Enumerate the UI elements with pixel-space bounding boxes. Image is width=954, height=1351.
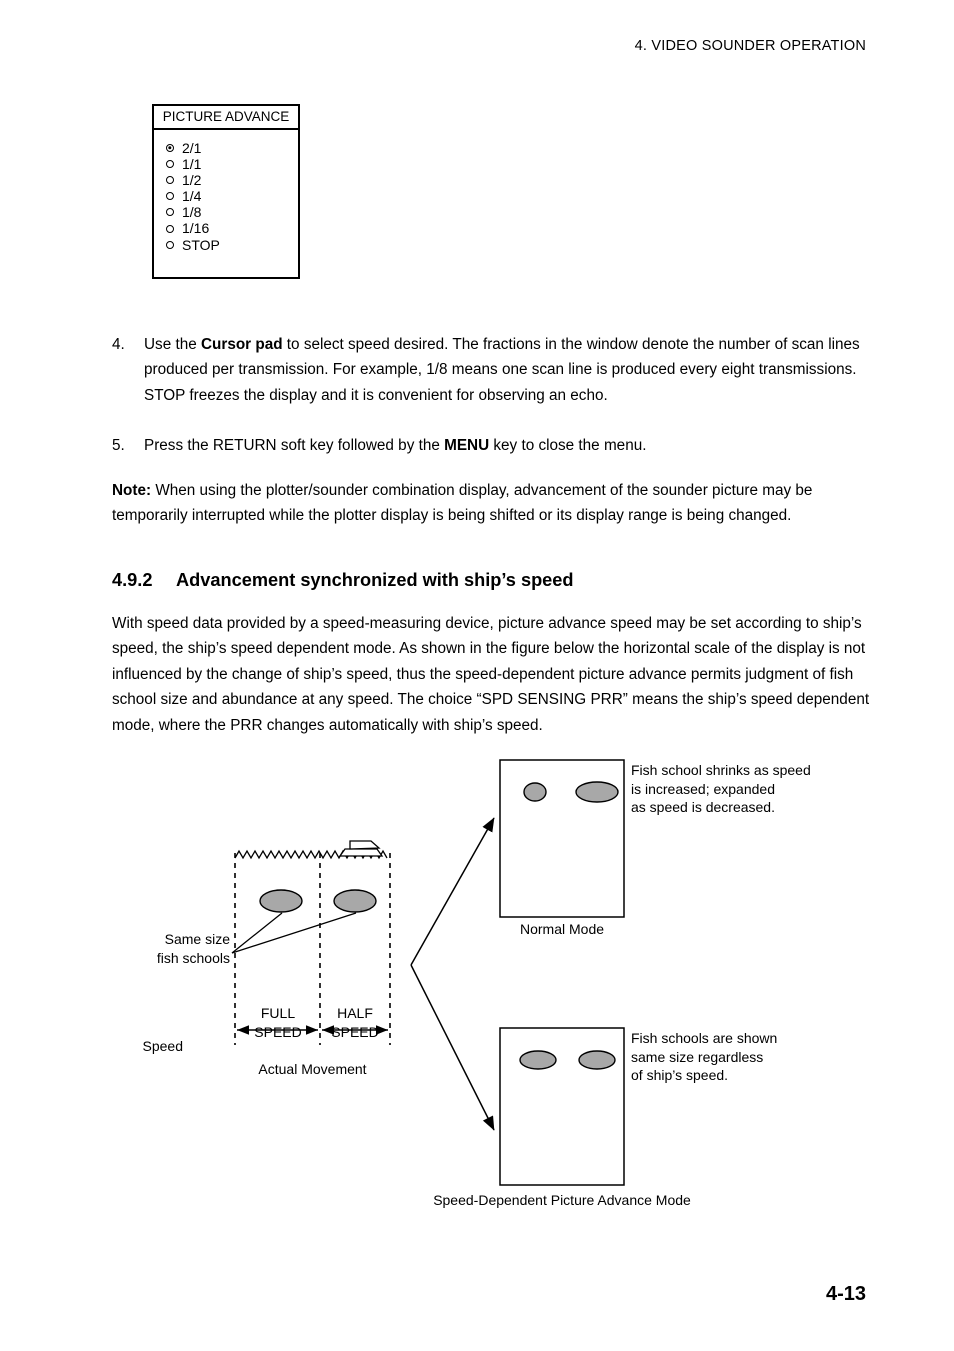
menu-option-stop[interactable] (166, 237, 298, 253)
radio-empty-icon (166, 225, 174, 233)
menu-option-label: 1/16 (182, 220, 210, 237)
radio-selected-icon (166, 144, 174, 152)
menu-option-1-8[interactable] (166, 204, 298, 220)
menu-option-label: 1/4 (182, 188, 202, 205)
menu-option-1-16[interactable] (166, 220, 298, 236)
normal-mode-description (631, 761, 811, 817)
step-text (144, 433, 874, 458)
radio-empty-icon (166, 192, 174, 200)
radio-empty-icon (166, 176, 174, 184)
menu-option-1-1[interactable] (166, 156, 298, 172)
menu-title: PICTURE ADVANCE (154, 106, 298, 130)
step-item-4 (112, 332, 874, 408)
section-heading (112, 570, 574, 591)
radio-empty-icon (166, 160, 174, 168)
step-marker: 4. (112, 336, 125, 353)
step-text-bold: Cursor pad (200, 336, 283, 353)
step-item-5 (112, 433, 874, 458)
page-header: 4. VIDEO SOUNDER OPERATION (634, 38, 866, 54)
menu-option-label: 1/1 (182, 156, 202, 173)
picture-advance-menu-window (152, 104, 300, 279)
normal-mode-caption: Normal Mode (519, 921, 605, 937)
section-number: 4.9.2 (112, 570, 153, 590)
speed-mode-fish-school-left (520, 1051, 556, 1069)
note-label: Note: (112, 482, 152, 499)
actual-movement-caption: Actual Movement (258, 1061, 367, 1077)
callout-line-2: fish schools (156, 949, 230, 966)
radio-empty-icon (166, 241, 174, 249)
step-text-part-2: key to close the menu. (489, 437, 647, 454)
speed-mode-desc-line-2: same size regardless (631, 1048, 764, 1065)
speed-advance-figure (0, 740, 954, 1230)
menu-option-2-1[interactable] (166, 140, 298, 156)
menu-option-list (154, 130, 298, 253)
ship-icon (340, 841, 382, 856)
callout-leader-line-1 (232, 913, 282, 953)
fish-school-half-speed (334, 890, 376, 912)
menu-option-label: 1/2 (182, 172, 202, 189)
note-paragraph (112, 478, 874, 529)
menu-option-1-4[interactable] (166, 188, 298, 204)
normal-mode-desc-line-3: as speed is decreased. (631, 799, 775, 816)
fish-school-callout-label (30, 930, 230, 967)
speed-dependent-mode-description (631, 1029, 777, 1085)
speed-mode-desc-line-3: of ship’s speed. (631, 1067, 729, 1084)
note-text: When using the plotter/sounder combination display, advancement of the sounder picture may be temporarily interrupted while the plotter display is being shifted or its display range is being changed. (112, 482, 813, 525)
callout-leader-line-2 (232, 913, 356, 953)
radio-empty-icon (166, 208, 174, 216)
fish-school-full-speed (260, 890, 302, 912)
half-speed-line-1: HALF (337, 1005, 373, 1021)
normal-mode-fish-school-large (576, 782, 618, 802)
step-marker: 5. (112, 437, 125, 454)
normal-mode-fish-school-small (524, 783, 546, 801)
menu-option-1-2[interactable] (166, 172, 298, 188)
speed-axis-label: Speed (142, 1038, 183, 1054)
menu-option-label: STOP (182, 236, 220, 253)
connector-arrow-to-speed-mode (411, 965, 494, 1130)
connector-arrow-to-normal-mode (411, 818, 494, 965)
full-speed-line-1: FULL (260, 1005, 296, 1021)
page-number-footer: 4-13 (825, 1283, 866, 1305)
step-text-part-1: Use the (144, 336, 201, 353)
menu-option-label: 1/8 (182, 204, 202, 221)
speed-mode-desc-line-1: Fish schools are shown (631, 1030, 778, 1046)
normal-mode-desc-line-1: Fish school shrinks as speed (631, 762, 811, 778)
full-speed-label (237, 1004, 319, 1041)
step-text-bold: MENU (444, 437, 490, 454)
half-speed-label (320, 1004, 390, 1041)
callout-line-1: Same size (164, 931, 230, 947)
step-text-part-1: Press the RETURN soft key followed by the (144, 437, 445, 454)
step-text (144, 332, 874, 408)
speed-mode-fish-school-right (579, 1051, 615, 1069)
normal-mode-desc-line-2: is increased; expanded (631, 780, 775, 797)
menu-option-label: 2/1 (182, 140, 202, 156)
half-speed-line-2: SPEED (331, 1023, 379, 1040)
speed-dependent-mode-caption: Speed-Dependent Picture Advance Mode (433, 1192, 691, 1208)
section-body-paragraph: With speed data provided by a speed-measuring device, picture advance speed may be set according to ship’s speed, the ship’s speed dependent mode. As shown in the figure below the horizontal scale of the display is not influenced by the change of ship’s speed, thus the speed-dependent picture advance permits judgment of fish school size and abundance at any speed. The choice “SPD SENSING PRR” means the ship’s speed dependent mode, where the PRR changes automatically with ship’s speed. (112, 615, 870, 734)
full-speed-line-2: SPEED (254, 1023, 302, 1040)
step-text-part-2: to select speed desired. The fractions in the window denote the number of scan lines produced per transmission. For example, 1/8 means one scan line is produced every eight transmissions. STOP freezes the display and it is convenient for observing an echo. (144, 336, 860, 404)
section-title: Advancement synchronized with ship’s speed (176, 570, 574, 590)
